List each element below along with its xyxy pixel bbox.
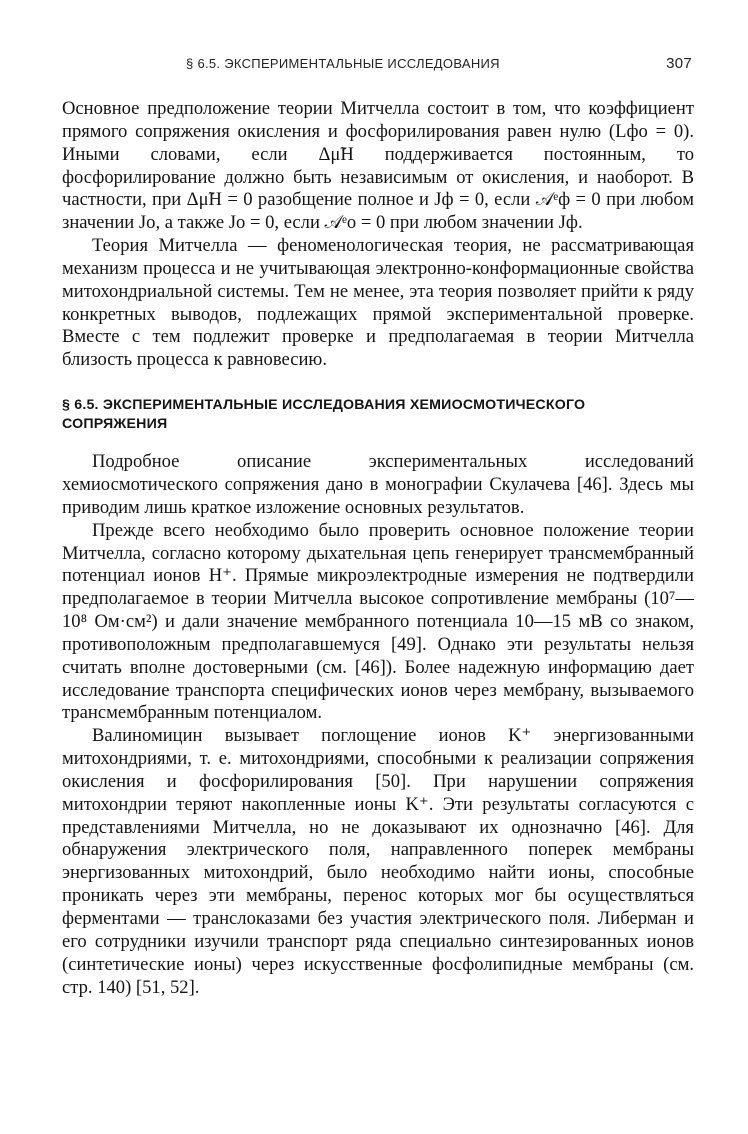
section-heading: § 6.5. ЭКСПЕРИМЕНТАЛЬНЫЕ ИССЛЕДОВАНИЯ ХЕМИОСМОТИЧЕСКОГО СОПРЯЖЕНИЯ (62, 397, 586, 433)
running-header-title: § 6.5. ЭКСПЕРИМЕНТАЛЬНЫЕ ИССЛЕДОВАНИЯ (186, 56, 500, 71)
running-header (62, 52, 694, 76)
paragraph: Основное предположение теории Митчелла состоит в том, что коэффициент прямого сопряжения окисления и фосфорилирования равен нулю (Lфо = 0). Иными словами, если Δμ̃H поддерживается постоянным, то фосфорилирование должно быть независимым от окисления, и наоборот. В частности, при Δμ̃H = 0 разобщение полное и Jф = 0, если 𝒜ᵉф = 0 при любом значении Jо, а также Jо = 0, если 𝒜ᵉо = 0 при любом значении Jф. (62, 98, 694, 234)
paragraph: Теория Митчелла — феноменологическая теория, не рассматривающая механизм процесса и не учитывающая электронно-конформационные свойства митохондриальной системы. Тем не менее, эта теория позволяет прийти к ряду конкретных выводов, подлежащих прямой экспериментальной проверке. Вместе с тем подлежит проверке и предполагаемая в теории Митчелла близость процесса к равновесию. (62, 235, 694, 371)
paragraph: Подробное описание экспериментальных исследований хемиосмотического сопряжения дано в монографии Скулачева [46]. Здесь мы приводим лишь краткое изложение основных результатов. (62, 451, 694, 518)
paragraph: Валиномицин вызывает поглощение ионов K⁺ энергизованными митохондриями, т. е. митохондриями, способными к реализации сопряжения окисления и фосфорилирования [50]. При нарушении сопряжения митохондрии теряют накопленные ионы K⁺. Эти результаты согласуются с представлениями Митчелла, но не доказывают их однозначно [46]. Для обнаружения электрического поля, направленного поперек мембраны энергизованных митохондрий, было необходимо найти ионы, способные проникать через эти мембраны, перенос которых мог бы осуществляться ферментами — транслоказами без участия электрического поля. Либерман и его сотрудники изучили транспорт ряда специально синтезированных ионов (синтетические ионы) через искусственные фосфолипидные мембраны (см. стр. 140) [51, 52]. (62, 725, 694, 998)
book-page (62, 52, 694, 999)
paragraph: Прежде всего необходимо было проверить основное положение теории Митчелла, согласно которому дыхательная цепь генерирует трансмембранный потенциал ионов H⁺. Прямые микроэлектродные измерения не подтвердили предполагаемое в теории Митчелла высокое сопротивление мембраны (10⁷—10⁸ Ом·см²) и дали значение мембранного потенциала 10—15 мВ со знаком, противоположным предполагавшемуся [49]. Однако эти результаты нельзя считать вполне достоверными (см. [46]). Более надежную информацию дает исследование транспорта специфических ионов через мембрану, вызываемого трансмембранным потенциалом. (62, 519, 694, 724)
page-number: 307 (666, 55, 692, 72)
body-text (62, 98, 694, 999)
